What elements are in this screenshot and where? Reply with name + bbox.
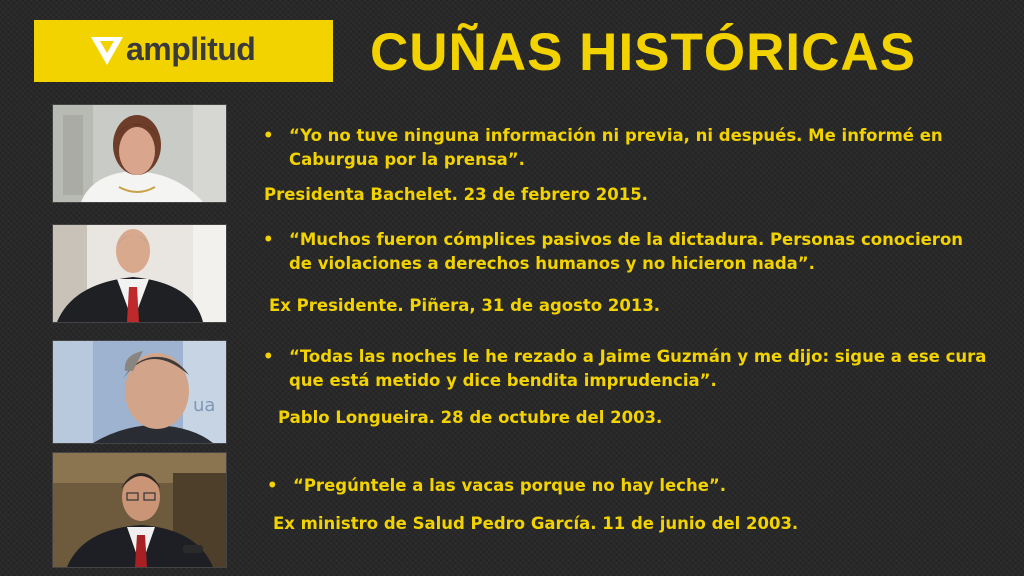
logo-text: amplitud: [126, 31, 256, 67]
portrait-bachelet: [52, 104, 227, 203]
quote-text: “Pregúntele a las vacas porque no hay leche”.: [293, 476, 726, 495]
bullet-icon: •: [263, 347, 274, 366]
quote-attribution: Presidenta Bachelet. 23 de febrero 2015.: [264, 185, 648, 204]
quote-2: [263, 228, 983, 276]
portrait-longueira: [52, 340, 227, 444]
portrait-pinera: [52, 224, 227, 323]
bullet-icon: •: [267, 476, 278, 495]
quote-text: “Todas las noches le he rezado a Jaime Guzmán y me dijo: sigue a ese cura que está metido y dice bendita imprudencia”.: [289, 347, 987, 390]
amplitud-logo: [34, 20, 333, 82]
quote-text: “Muchos fueron cómplices pasivos de la dictadura. Personas conocieron de violaciones a derechos humanos y no hicieron nada”.: [289, 230, 964, 273]
quote-4: [267, 474, 987, 498]
quote-attribution: Pablo Longueira. 28 de octubre del 2003.: [278, 408, 663, 427]
bullet-icon: •: [263, 126, 274, 145]
quote-attribution: Ex ministro de Salud Pedro García. 11 de junio del 2003.: [273, 514, 799, 533]
quote-3: [263, 345, 1013, 393]
svg-text:ua: ua: [193, 395, 216, 416]
portrait-garcia: [52, 452, 227, 568]
page-title: CUÑAS HISTÓRICAS: [370, 23, 917, 82]
quote-text: “Yo no tuve ninguna información ni previa, ni después. Me informé en Caburgua por la prensa”.: [289, 126, 943, 169]
quote-attribution: Ex Presidente. Piñera, 31 de agosto 2013.: [269, 296, 661, 315]
bullet-icon: •: [263, 230, 274, 249]
quote-1: [263, 124, 983, 172]
amplitud-v-icon: [91, 37, 123, 65]
